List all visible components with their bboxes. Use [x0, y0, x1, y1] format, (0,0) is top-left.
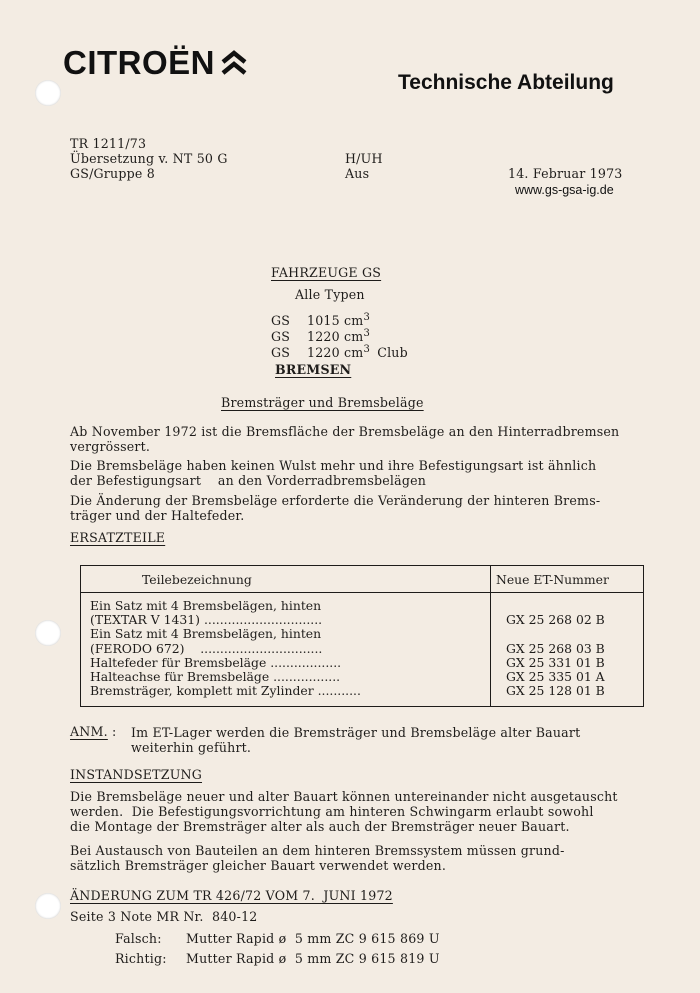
note-colon: : — [112, 724, 117, 739]
model-row — [271, 312, 370, 328]
table-row-num: GX 25 331 01 B — [506, 655, 605, 670]
vehicle-subtitle: Alle Typen — [295, 287, 365, 302]
initials-line-2: Aus — [345, 166, 370, 181]
model-cc-exp: 3 — [363, 344, 371, 355]
wrong-label: Falsch: — [115, 931, 162, 946]
amendment-heading: ÄNDERUNG ZUM TR 426/72 VOM 7. JUNI 1972 — [70, 888, 393, 903]
vehicle-title: FAHRZEUGE GS — [271, 265, 382, 280]
col-header-num: Neue ET-Nummer — [496, 572, 609, 587]
wrong-value: Mutter Rapid ø 5 mm ZC 9 615 869 U — [186, 931, 440, 946]
note-line: Im ET-Lager werden die Bremsträger und Bremsbeläge alter Bauart — [131, 725, 581, 740]
brand-name: CITROËN — [63, 44, 215, 81]
right-value: Mutter Rapid ø 5 mm ZC 9 615 819 U — [186, 951, 440, 966]
intro-line: träger und der Haltefeder. — [70, 508, 245, 523]
ref-line-2: Übersetzung v. NT 50 G — [70, 151, 228, 166]
table-row-desc: Ein Satz mit 4 Bremsbelägen, hinten — [90, 626, 322, 641]
model-cc-exp: 3 — [363, 328, 371, 339]
intro-line: der Befestigungsart an den Vorderradbremsbelägen — [70, 473, 427, 488]
note-label-wrap — [70, 724, 117, 739]
parts-table — [80, 565, 644, 707]
model-cc: 1220 cm — [307, 345, 364, 361]
department-title: Technische Abteilung — [398, 71, 614, 94]
model-row — [271, 328, 370, 344]
table-column-divider — [490, 566, 491, 706]
table-header-divider — [81, 592, 643, 593]
table-row-desc: (TEXTAR V 1431) .............................. — [90, 612, 323, 627]
double-chevron-icon — [221, 50, 247, 76]
repair-line: werden. Die Befestigungsvorrichtung am hinteren Schwingarm erlaubt sowohl — [70, 804, 594, 819]
table-row-desc: Halteachse für Bremsbeläge ................. — [90, 669, 341, 684]
table-row-desc: Haltefeder für Bremsbeläge .................. — [90, 655, 342, 670]
punch-hole — [35, 620, 61, 646]
table-row-desc: Bremsträger, komplett mit Zylinder ........... — [90, 683, 361, 698]
model-row — [271, 344, 408, 360]
intro-line: Die Bremsbeläge haben keinen Wulst mehr und ihre Befestigungsart ist ähnlich — [70, 458, 597, 473]
note-label: ANM. — [70, 724, 108, 739]
model-cc: 1220 cm — [307, 329, 364, 345]
repair-line: Bei Austausch von Bauteilen an dem hinteren Bremssystem müssen grund- — [70, 843, 565, 858]
website-link[interactable]: www.gs-gsa-ig.de — [515, 183, 614, 197]
repair-line: die Montage der Bremsträger alter als auch der Bremsträger neuer Bauart. — [70, 819, 570, 834]
repair-heading: INSTANDSETZUNG — [70, 767, 203, 782]
table-row-num: GX 25 268 03 B — [506, 641, 605, 656]
punch-hole — [35, 893, 61, 919]
model-cc: 1015 cm — [307, 313, 364, 329]
initials-line-1: H/UH — [345, 151, 383, 166]
amendment-ref: Seite 3 Note MR Nr. 840-12 — [70, 909, 258, 924]
ref-line-1: TR 1211/73 — [70, 136, 147, 151]
model-name: GS — [271, 313, 291, 329]
model-suffix: Club — [377, 345, 408, 361]
parts-heading: ERSATZTEILE — [70, 530, 166, 545]
model-name: GS — [271, 329, 291, 345]
intro-line: Die Änderung der Bremsbeläge erforderte die Veränderung der hinteren Brems- — [70, 493, 601, 508]
table-row-desc: Ein Satz mit 4 Bremsbelägen, hinten — [90, 598, 322, 613]
right-label: Richtig: — [115, 951, 167, 966]
model-name: GS — [271, 345, 291, 361]
subject-title: Bremsträger und Bremsbeläge — [221, 395, 424, 410]
intro-line: Ab November 1972 ist die Bremsfläche der Bremsbeläge an den Hinterradbremsen — [70, 424, 620, 439]
note-line: weiterhin geführt. — [131, 740, 252, 755]
document-date: 14. Februar 1973 — [508, 166, 623, 181]
col-header-desc: Teilebezeichnung — [142, 572, 252, 587]
table-row-num: GX 25 128 01 B — [506, 683, 605, 698]
table-row-num: GX 25 268 02 B — [506, 612, 605, 627]
section-title: BREMSEN — [275, 362, 352, 377]
model-cc-exp: 3 — [363, 312, 371, 323]
table-row-desc: (FERODO 672) ............................... — [90, 641, 323, 656]
repair-line: Die Bremsbeläge neuer und alter Bauart können untereinander nicht ausgetauscht — [70, 789, 618, 804]
repair-line: sätzlich Bremsträger gleicher Bauart verwendet werden. — [70, 858, 447, 873]
brand-logo — [63, 44, 247, 82]
intro-line: vergrössert. — [70, 439, 151, 454]
table-row-num: GX 25 335 01 A — [506, 669, 605, 684]
ref-line-3: GS/Gruppe 8 — [70, 166, 155, 181]
punch-hole — [35, 80, 61, 106]
